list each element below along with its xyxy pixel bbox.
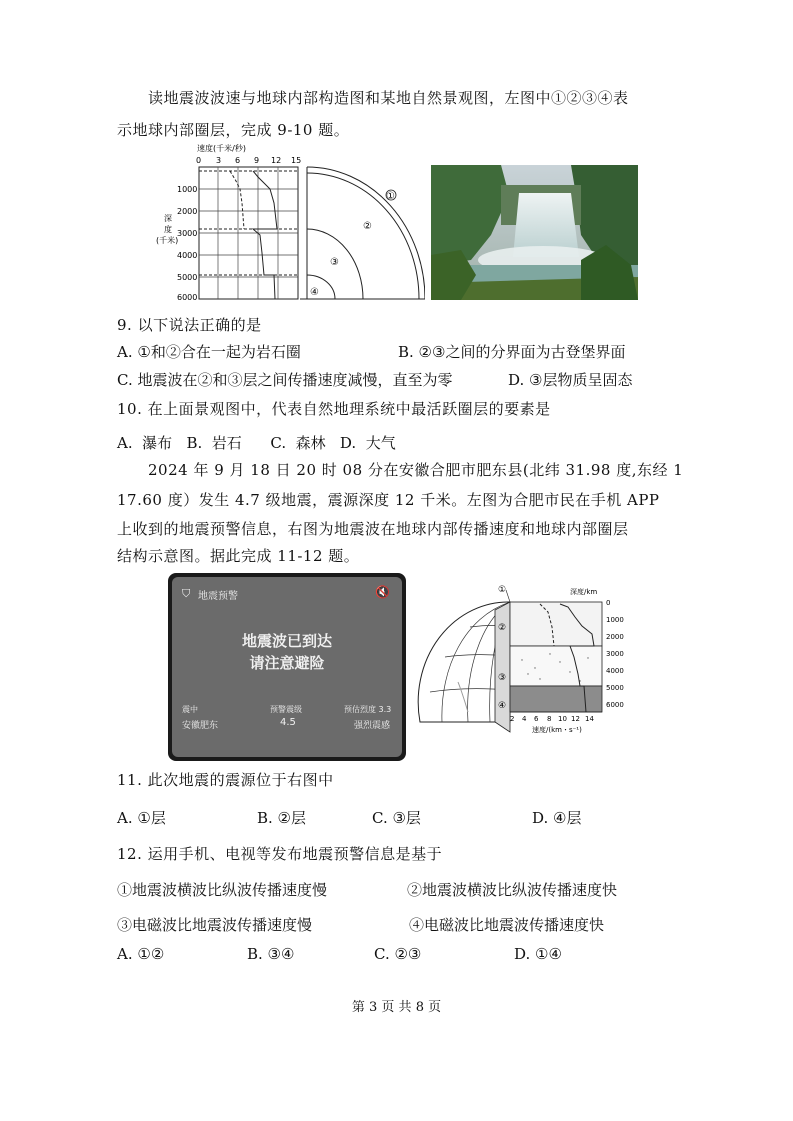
svg-text:3: 3 (216, 156, 222, 165)
q9-option-d: D. ③层物质呈固态 (508, 371, 633, 389)
svg-text:5000: 5000 (177, 273, 198, 282)
svg-text:1000: 1000 (177, 185, 198, 194)
epicenter-value: 安徽肥东 (182, 721, 219, 731)
q12-statement-4: ④电磁波比地震波传播速度快 (409, 916, 605, 934)
svg-text:③: ③ (330, 257, 339, 268)
earth-quarter-section (300, 167, 425, 299)
svg-text:0: 0 (196, 156, 202, 165)
intensity-value: 强烈震感 (354, 721, 391, 731)
intro1-line1: 读地震波波速与地球内部构造图和某地自然景观图，左图中①②③④表 (148, 89, 629, 107)
svg-text:4000: 4000 (606, 667, 624, 675)
svg-text:6000: 6000 (177, 293, 198, 302)
q12-statement-1: ①地震波横波比纵波传播速度慢 (117, 881, 328, 899)
svg-text:5000: 5000 (606, 684, 624, 692)
mute-icon: 🔇 (375, 585, 390, 599)
q9-option-b: B. ②③之间的分界面为古登堡界面 (398, 343, 626, 361)
fig2-x-label: 速度/(km・s⁻¹) (532, 726, 582, 734)
svg-text:12: 12 (571, 715, 580, 723)
alert-message-line1: 地震波已到达 (241, 632, 332, 650)
svg-text:2000: 2000 (177, 207, 198, 216)
svg-text:4: 4 (522, 715, 527, 723)
earth-cutaway-figure (410, 582, 632, 744)
q12-statement-3: ③电磁波比地震波传播速度慢 (117, 916, 313, 934)
depth-y-ticks (177, 185, 197, 302)
speed-axis-title: 速度(千米/秒) (197, 144, 246, 153)
seismic-speed-figure (150, 143, 425, 303)
q11-option-b: B. ②层 (257, 809, 307, 827)
phone-alert-screenshot (168, 573, 406, 761)
epicenter-label: 震中 (182, 705, 198, 714)
svg-text:2000: 2000 (606, 633, 624, 641)
intensity-label: 预估烈度 3.3 (344, 705, 392, 714)
svg-text:②: ② (498, 623, 507, 633)
magnitude-label: 预警震级 (270, 705, 302, 714)
q11-option-a: A. ①层 (117, 809, 166, 827)
alert-message-line2: 请注意避险 (249, 654, 325, 672)
svg-text:10: 10 (558, 715, 567, 723)
fig2-depth-ticks (606, 599, 624, 709)
q9-option-a: A. ①和②合在一起为岩石圈 (117, 343, 301, 361)
svg-text:0: 0 (606, 599, 611, 607)
svg-text:6: 6 (235, 156, 241, 165)
svg-text:②: ② (363, 221, 372, 232)
svg-text:①: ① (498, 585, 507, 595)
svg-text:1000: 1000 (606, 616, 624, 624)
svg-text:④: ④ (498, 701, 507, 711)
intro2-line1: 2024 年 9 月 18 日 20 时 08 分在安徽合肥市肥东县(北纬 31.98 度,东经 1 (148, 461, 684, 479)
intro1-line2: 示地球内部圈层，完成 9-10 题。 (117, 121, 350, 139)
svg-text:3000: 3000 (606, 650, 624, 658)
svg-text:6000: 6000 (606, 701, 624, 709)
q11-stem: 11. 此次地震的震源位于右图中 (117, 771, 334, 789)
q11-option-c: C. ③层 (372, 809, 421, 827)
intro2-line2: 17.60 度）发生 4.7 级地震，震源深度 12 千米。左图为合肥市民在手机 APP (117, 491, 660, 509)
svg-text:深: 深 (164, 214, 172, 223)
svg-text:14: 14 (585, 715, 594, 723)
svg-text:度: 度 (164, 225, 172, 234)
svg-text:9: 9 (254, 156, 260, 165)
page-footer: 第 3 页 共 8 页 (351, 1000, 442, 1015)
p-wave-curve (253, 171, 277, 299)
q11-option-d: D. ④层 (532, 809, 582, 827)
svg-text:2: 2 (510, 715, 515, 723)
alert-header: 地震预警 (198, 591, 238, 602)
svg-text:12: 12 (271, 156, 282, 165)
svg-text:15: 15 (291, 156, 302, 165)
fig2-x-ticks (510, 715, 594, 723)
q10-options: A. 瀑布 B. 岩石 C. 森林 D. 大气 (117, 434, 396, 452)
svg-text:3000: 3000 (177, 229, 198, 238)
magnitude-value: 4.5 (280, 717, 296, 728)
intro2-line4: 结构示意图。据此完成 11-12 题。 (117, 547, 360, 565)
alert-icon: ⛉ (182, 587, 191, 600)
q12-option-c: C. ②③ (374, 945, 422, 963)
svg-text:(千米): (千米) (156, 236, 179, 245)
q12-statement-2: ②地震波横波比纵波传播速度快 (407, 881, 618, 899)
svg-text:8: 8 (547, 715, 552, 723)
depth-y-label (156, 214, 178, 245)
q12-option-b: B. ③④ (247, 945, 295, 963)
q9-stem: 9. 以下说法正确的是 (117, 316, 262, 334)
fig2-depth-title: 深度/km (570, 588, 598, 596)
q12-stem: 12. 运用手机、电视等发布地震预警信息是基于 (117, 845, 443, 863)
svg-text:④: ④ (310, 287, 319, 298)
q12-option-a: A. ①② (117, 945, 165, 963)
q12-option-d: D. ①④ (514, 945, 562, 963)
waterfall-landscape-photo (431, 165, 638, 300)
speed-x-ticks (196, 156, 301, 165)
svg-text:6: 6 (534, 715, 539, 723)
svg-text:③: ③ (498, 673, 507, 683)
svg-text:4000: 4000 (177, 251, 198, 260)
q10-stem: 10. 在上面景观图中，代表自然地理系统中最活跃圈层的要素是 (117, 400, 551, 418)
s-wave-curve (230, 171, 244, 229)
svg-text:①: ① (386, 191, 395, 202)
q9-option-c: C. 地震波在②和③层之间传播速度减慢，直至为零 (117, 371, 453, 389)
intro2-line3: 上收到的地震预警信息，右图为地震波在地球内部传播速度和地球内部圈层 (117, 520, 629, 538)
